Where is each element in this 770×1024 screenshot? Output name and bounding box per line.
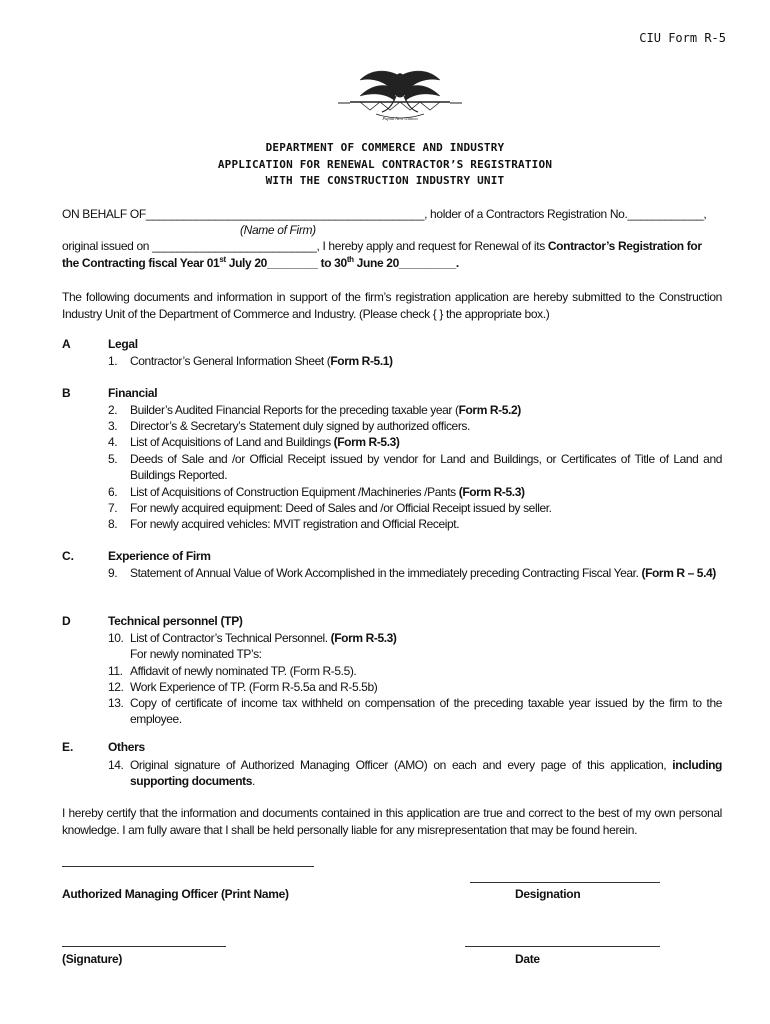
emblem-motto: Papua New Guinea xyxy=(382,116,418,121)
document-heading xyxy=(0,140,770,190)
bird-of-paradise-emblem-icon xyxy=(330,66,470,124)
list-item[interactable]: 12. Work Experience of TP. (Form R-5.5a and R-5.5b) xyxy=(108,680,378,694)
list-item[interactable]: 7. For newly acquired equipment: Deed of Sales and /or Official Receipt issued by seller. xyxy=(108,501,552,515)
section-d-title: Technical personnel (TP) xyxy=(108,614,243,628)
section-c-letter: C. xyxy=(62,549,74,563)
date-line[interactable] xyxy=(465,946,660,947)
list-item[interactable]: 6. List of Acquisitions of Construction Equipment /Machineries /Pants (Form R-5.3) xyxy=(108,485,525,499)
list-item[interactable]: 13. Copy of certificate of income tax withheld on compensation of the preceding taxable year issued by the firm to the employee. xyxy=(108,696,722,727)
heading-line-1: DEPARTMENT OF COMMERCE AND INDUSTRY xyxy=(265,141,505,154)
section-a-letter: A xyxy=(62,337,71,351)
heading-line-2: APPLICATION FOR RENEWAL CONTRACTOR’S REGISTRATION xyxy=(217,157,553,171)
documents-intro: The following documents and information in support of the firm’s registration application are hereby submitted to the Construction Industry Unit of the Department of Commerce and Industry. (Please check { } the appropriate box.) xyxy=(62,290,722,321)
list-item[interactable]: 4. List of Acquisitions of Land and Buildings (Form R-5.3) xyxy=(108,435,400,449)
issued-line: original issued on __________________________, I hereby apply and request for Renewal of its Contractor’s Registration for xyxy=(62,239,702,253)
section-e-title: Others xyxy=(108,740,145,754)
form-code: CIU Form R-5 xyxy=(639,31,726,45)
firm-name-blank[interactable]: ____________________________________________ xyxy=(145,207,425,221)
certification-statement: I hereby certify that the information and documents contained in this application are true and correct to the best of my own personal knowledge. I am fully aware that I shall be held personally liable for any misrepresentation that may be found herein. xyxy=(62,806,722,837)
issue-date-blank[interactable]: __________________________ xyxy=(152,239,317,253)
amo-print-name-label: Authorized Managing Officer (Print Name) xyxy=(62,887,289,901)
list-item[interactable]: 14. Original signature of Authorized Managing Officer (AMO) on each and every page of this application, including supporting documents. xyxy=(108,758,722,789)
fiscal-year-line: the Contracting fiscal Year 01st July 20________ to 30th June 20_________. xyxy=(62,255,459,270)
list-item[interactable]: 10. List of Contractor’s Technical Personnel. (Form R-5.3) xyxy=(108,631,397,645)
amo-name-line[interactable] xyxy=(62,866,314,867)
list-item: For newly nominated TP’s: xyxy=(130,647,262,661)
list-item[interactable]: 3. Director’s & Secretary’s Statement duly signed by authorized officers. xyxy=(108,419,470,433)
section-c-title: Experience of Firm xyxy=(108,549,211,563)
list-item[interactable]: 8. For newly acquired vehicles: MVIT registration and Official Receipt. xyxy=(108,517,460,531)
section-d-letter: D xyxy=(62,614,71,628)
date-label: Date xyxy=(515,952,540,966)
section-a-title: Legal xyxy=(108,337,138,351)
section-b-title: Financial xyxy=(108,386,158,400)
list-item[interactable]: 1. Contractor’s General Information Sheet (Form R-5.1) xyxy=(108,354,393,368)
section-e-letter: E. xyxy=(62,740,74,754)
name-of-firm-label: (Name of Firm) xyxy=(240,223,316,237)
list-item[interactable]: 2. Builder’s Audited Financial Reports for the preceding taxable year (Form R-5.2) xyxy=(108,403,521,417)
behalf-line: ON BEHALF OF____________________________________________, holder of a Contractors Registration No.____________, xyxy=(62,207,707,221)
list-item[interactable]: 11. Affidavit of newly nominated TP. (Form R-5.5). xyxy=(108,664,357,678)
list-item[interactable]: 9. Statement of Annual Value of Work Accomplished in the immediately preceding Contracting Fiscal Year. (Form R – 5.4) xyxy=(108,566,716,580)
designation-label: Designation xyxy=(515,887,581,901)
signature-line[interactable] xyxy=(62,946,226,947)
list-item[interactable]: 5. Deeds of Sale and /or Official Receipt issued by vendor for Land and Buildings, or Certificates of Title of Land and Buildings Reported. xyxy=(108,452,722,483)
heading-line-3: WITH THE CONSTRUCTION INDUSTRY UNIT xyxy=(265,174,505,187)
section-b-letter: B xyxy=(62,386,71,400)
designation-line[interactable] xyxy=(470,882,660,883)
signature-label: (Signature) xyxy=(62,952,123,966)
